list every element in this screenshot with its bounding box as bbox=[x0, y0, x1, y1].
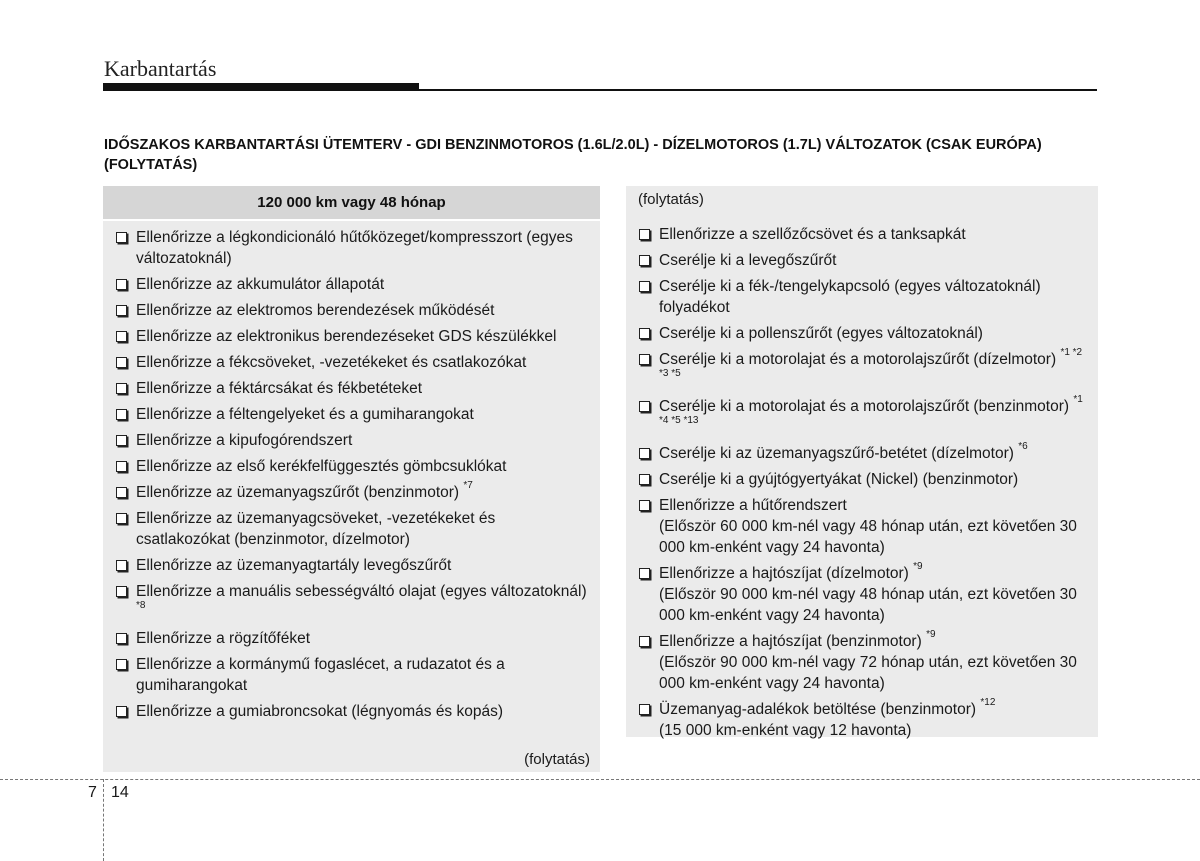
checkbox-icon bbox=[116, 435, 127, 446]
checkbox-icon bbox=[639, 636, 650, 647]
checkbox-icon bbox=[116, 383, 127, 394]
item-text: Ellenőrizze a gumiabroncsokat (légnyomás és kopás) bbox=[136, 703, 504, 720]
checkbox-icon bbox=[116, 331, 127, 342]
item-text: Cserélje ki a motorolajat és a motorolajszűrőt (benzinmotor) bbox=[659, 398, 1070, 415]
checklist-item bbox=[639, 276, 1090, 318]
checklist-item bbox=[116, 628, 592, 649]
checkbox-icon bbox=[116, 633, 127, 644]
checkbox-icon bbox=[639, 401, 650, 412]
item-text: Ellenőrizze a szellőzőcsövet és a tanksapkát bbox=[659, 226, 966, 243]
left-schedule-box bbox=[103, 186, 600, 772]
checkbox-icon bbox=[116, 513, 127, 524]
chapter-number: 7 bbox=[88, 784, 97, 801]
item-text: Cserélje ki a pollenszűrőt (egyes változatoknál) bbox=[659, 325, 983, 342]
checkbox-icon bbox=[116, 461, 127, 472]
checklist-item bbox=[639, 224, 1090, 245]
checklist-item bbox=[116, 378, 592, 399]
checkbox-icon bbox=[639, 229, 650, 240]
footer-dashed-rule bbox=[0, 779, 1200, 780]
item-text: Ellenőrizze az elektromos berendezések működését bbox=[136, 302, 495, 319]
item-text: Ellenőrizze az üzemanyagszűrőt (benzinmotor) bbox=[136, 484, 460, 501]
checklist-item bbox=[116, 404, 592, 425]
checklist-item bbox=[639, 440, 1090, 464]
item-text: Ellenőrizze a féktárcsákat és fékbetéteket bbox=[136, 380, 423, 397]
checkbox-icon bbox=[116, 586, 127, 597]
checklist-item bbox=[116, 581, 592, 623]
item-note: (Először 90 000 km-nél vagy 72 hónap után, ezt követően 30 000 km-enként vagy 24 havonta) bbox=[659, 654, 1077, 692]
footnote-ref: *9 bbox=[926, 628, 936, 640]
page-header-title: Karbantartás bbox=[104, 56, 217, 81]
checklist-item bbox=[116, 555, 592, 576]
page-number: 14 bbox=[111, 784, 129, 801]
checklist-item bbox=[116, 352, 592, 373]
checklist-item bbox=[639, 560, 1090, 626]
checklist-item bbox=[639, 323, 1090, 344]
item-note: (Először 90 000 km-nél vagy 48 hónap után, ezt követően 30 000 km-enként vagy 24 havonta) bbox=[659, 586, 1077, 624]
checkbox-icon bbox=[116, 357, 127, 368]
section-title: IDŐSZAKOS KARBANTARTÁSI ÜTEMTERV - GDI BENZINMOTOROS (1.6L/2.0L) - DÍZELMOTOROS (1.7L) VÁLTOZATOK (CSAK EURÓPA) (FOLYTATÁS) bbox=[104, 137, 1042, 173]
footnote-ref: *9 bbox=[913, 560, 923, 572]
checkbox-icon bbox=[639, 704, 650, 715]
checkbox-icon bbox=[116, 232, 127, 243]
item-text: Ellenőrizze az elektronikus berendezéseket GDS készülékkel bbox=[136, 328, 557, 345]
checkbox-icon bbox=[639, 500, 650, 511]
checkbox-icon bbox=[116, 305, 127, 316]
item-text: Ellenőrizze a manuális sebességváltó olajat (egyes változatoknál) bbox=[136, 583, 587, 600]
checklist-item bbox=[116, 654, 592, 696]
checklist-item bbox=[639, 250, 1090, 271]
right-checklist bbox=[626, 216, 1098, 741]
item-text: Ellenőrizze az első kerékfelfüggesztés gömbcsuklókat bbox=[136, 458, 507, 475]
checklist-item bbox=[116, 479, 592, 503]
checklist-item bbox=[639, 469, 1090, 490]
checklist-item bbox=[116, 508, 592, 550]
item-text: Ellenőrizze az üzemanyagtartály levegőszűrőt bbox=[136, 557, 452, 574]
checklist-item bbox=[116, 430, 592, 451]
checklist-item bbox=[639, 696, 1090, 741]
checklist-item bbox=[116, 274, 592, 295]
checklist-item bbox=[639, 495, 1090, 558]
item-text: Ellenőrizze a rögzítőféket bbox=[136, 630, 311, 647]
item-note: (Először 60 000 km-nél vagy 48 hónap után, ezt követően 30 000 km-enként vagy 24 havonta) bbox=[659, 518, 1077, 556]
checkbox-icon bbox=[639, 328, 650, 339]
checkbox-icon bbox=[639, 448, 650, 459]
item-text: Ellenőrizze a hajtószíjat (benzinmotor) bbox=[659, 633, 922, 650]
item-text: Ellenőrizze az akkumulátor állapotát bbox=[136, 276, 385, 293]
item-text: Ellenőrizze a kormánymű fogaslécet, a rudazatot és a gumiharangokat bbox=[136, 656, 505, 694]
checkbox-icon bbox=[639, 255, 650, 266]
item-note: (15 000 km-enként vagy 12 havonta) bbox=[659, 722, 912, 739]
item-text: Cserélje ki a motorolajat és a motorolajszűrőt (dízelmotor) bbox=[659, 351, 1057, 368]
interval-heading: 120 000 km vagy 48 hónap bbox=[103, 186, 600, 221]
header-rule-thin bbox=[419, 89, 1097, 91]
item-text: Cserélje ki a fék-/tengelykapcsoló (egyes változatoknál) folyadékot bbox=[659, 278, 1041, 316]
footnote-ref: *8 bbox=[136, 599, 146, 611]
item-text: Ellenőrizze a fékcsöveket, -vezetékeket és csatlakozókat bbox=[136, 354, 527, 371]
checklist-item bbox=[116, 227, 592, 269]
continued-note-bottom: (folytatás) bbox=[524, 751, 590, 768]
footnote-ref: *6 bbox=[1018, 440, 1028, 452]
item-text: Cserélje ki az üzemanyagszűrő-betétet (dízelmotor) bbox=[659, 445, 1014, 462]
checkbox-icon bbox=[639, 474, 650, 485]
item-text: Ellenőrizze a féltengelyeket és a gumiharangokat bbox=[136, 406, 474, 423]
checkbox-icon bbox=[639, 354, 650, 365]
checkbox-icon bbox=[639, 281, 650, 292]
checklist-item bbox=[116, 326, 592, 347]
item-text: Ellenőrizze a légkondicionáló hűtőközeget/kompresszort (egyes változatoknál) bbox=[136, 229, 573, 267]
right-schedule-box bbox=[626, 186, 1098, 737]
checkbox-icon bbox=[639, 568, 650, 579]
footer-dashed-divider bbox=[103, 779, 104, 861]
footnote-ref: *1 *2 *3 *5 bbox=[659, 346, 1083, 379]
checkbox-icon bbox=[116, 560, 127, 571]
checkbox-icon bbox=[116, 706, 127, 717]
header-rule-thick bbox=[103, 83, 419, 91]
item-text: Cserélje ki a levegőszűrőt bbox=[659, 252, 837, 269]
footnote-ref: *12 bbox=[980, 696, 996, 708]
checklist-item bbox=[639, 393, 1090, 438]
left-checklist bbox=[103, 221, 600, 722]
checkbox-icon bbox=[116, 279, 127, 290]
checklist-item bbox=[116, 456, 592, 477]
checkbox-icon bbox=[116, 659, 127, 670]
item-text: Ellenőrizze a hűtőrendszert bbox=[659, 497, 847, 514]
item-text: Cserélje ki a gyújtógyertyákat (Nickel) (benzinmotor) bbox=[659, 471, 1019, 488]
checklist-item bbox=[116, 300, 592, 321]
checklist-item bbox=[639, 346, 1090, 391]
footnote-ref: *7 bbox=[463, 479, 473, 491]
checklist-item bbox=[639, 628, 1090, 694]
footnote-ref: *1 *4 *5 *13 bbox=[659, 393, 1083, 426]
item-text: Ellenőrizze az üzemanyagcsöveket, -vezetékeket és csatlakozókat (benzinmotor, dízelmotor) bbox=[136, 510, 496, 548]
item-text: Ellenőrizze a kipufogórendszert bbox=[136, 432, 353, 449]
checkbox-icon bbox=[116, 487, 127, 498]
checkbox-icon bbox=[116, 409, 127, 420]
checklist-item bbox=[116, 701, 592, 722]
item-text: Ellenőrizze a hajtószíjat (dízelmotor) bbox=[659, 565, 909, 582]
item-text: Üzemanyag-adalékok betöltése (benzinmotor) bbox=[659, 701, 977, 718]
continued-note-top: (folytatás) bbox=[638, 191, 704, 208]
